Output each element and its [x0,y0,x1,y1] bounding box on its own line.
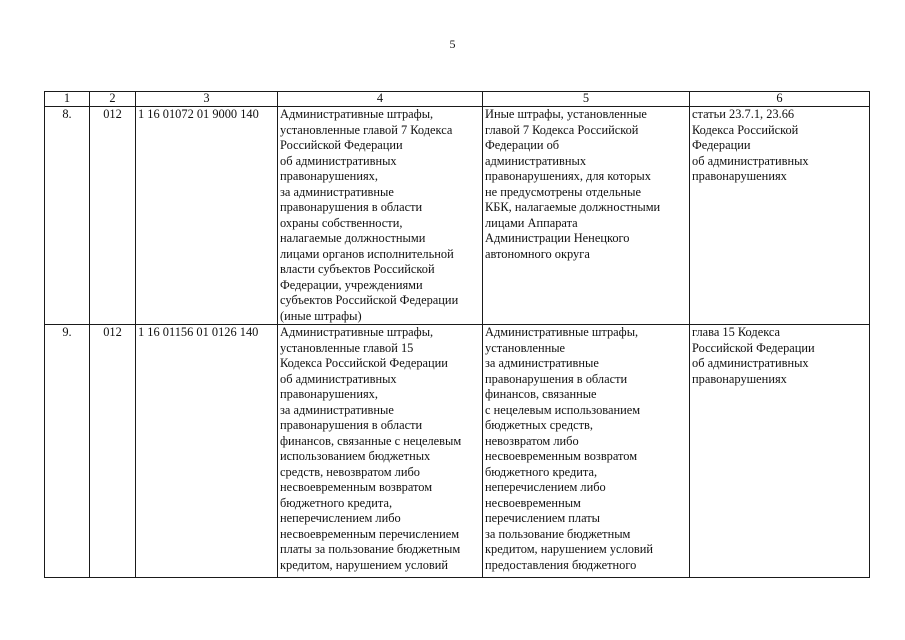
text-line: несвоевременным [485,495,581,510]
text-line: за административные [280,402,394,417]
text-line: платы за пользование бюджетным [280,542,461,556]
text-line: Административные штрафы, [280,325,434,339]
text-line: лицами Аппарата [485,215,578,230]
text-line: бюджетных средств, [485,418,593,432]
text-line: правонарушения в области [280,418,423,432]
text-line: за пользование бюджетным [485,526,631,541]
table-header-row [45,92,870,107]
text-line: бюджетного кредита, [280,495,393,510]
text-line: Федерации [692,138,751,152]
text-line: Административные штрафы, [280,107,434,121]
text-line: финансов, связанные [485,387,597,401]
text-line: Российской Федерации [692,340,815,355]
text-line: Администрации Ненецкого [485,231,630,245]
text-line: правонарушения в области [485,371,628,386]
text-line: власти субъектов Российской [280,262,435,276]
text-line: за административные [280,184,394,199]
text-line: несвоевременным возвратом [485,449,638,463]
column-header: 3 [136,92,278,107]
text-line: Российской Федерации [280,138,403,152]
text-line: правонарушениях [692,169,787,183]
text-line: кредитом, нарушением условий [280,557,449,572]
text-line: финансов, связанные с нецелевым [280,433,462,448]
text-line: установленные главой 15 [280,340,414,355]
text-line: правонарушениях, [280,169,378,183]
text-line: несвоевременным перечислением [280,526,460,541]
text-line: средств, невозвратом либо [280,464,420,479]
text-line: правонарушениях [692,371,787,386]
text-line: административных [485,153,587,168]
text-line: правонарушениях, для которых [485,169,651,183]
text-line: бюджетного кредита, [485,464,598,479]
column-header: 5 [483,92,690,107]
admin-code-cell: 012 [90,325,136,578]
text-line: перечислением платы [485,511,600,525]
text-line: КБК, налагаемые должностными [485,200,661,214]
text-line: с нецелевым использованием [485,402,641,417]
text-line: глава 15 Кодекса [692,325,781,339]
text-line: кредитом, нарушением условий [485,542,654,556]
row-number-cell: 8. [45,107,90,325]
legal-basis-cell [690,325,870,578]
text-line: об административных [692,356,809,370]
text-line: лицами органов исполнительной [280,246,454,261]
text-line: несвоевременным возвратом [280,480,433,494]
text-line: предоставления бюджетного [485,557,637,572]
description-cell [483,325,690,578]
text-line: об административных [280,371,397,386]
text-line: Федерации об [485,138,560,152]
admin-code-cell: 012 [90,107,136,325]
column-header: 1 [45,92,90,107]
kbk-table [44,91,870,578]
text-line: неперечислением либо [280,511,401,525]
text-line: Иные штрафы, установленные [485,107,647,121]
text-line: (иные штрафы) [280,308,362,323]
text-line: невозвратом либо [485,433,579,448]
row-number-cell: 9. [45,325,90,578]
kbk-name-cell [278,107,483,325]
column-header: 4 [278,92,483,107]
text-line: налагаемые должностными [280,231,426,245]
page-number: 5 [449,37,456,51]
text-line: об административных [280,153,397,168]
text-line: использованием бюджетных [280,449,431,463]
text-line: Административные штрафы, [485,325,639,339]
text-line: установленные [485,340,566,355]
text-line: неперечислением либо [485,480,606,494]
kbk-code-cell: 1 16 01072 01 9000 140 [136,107,278,325]
column-header: 2 [90,92,136,107]
text-line: установленные главой 7 Кодекса [280,122,453,137]
text-line: правонарушения в области [280,200,423,214]
text-line: автономного округа [485,246,590,261]
table-row [45,107,870,325]
text-line: охраны собственности, [280,215,403,230]
kbk-code-cell: 1 16 01156 01 0126 140 [136,325,278,578]
text-line: Кодекса Российской [692,122,799,137]
text-line: Кодекса Российской Федерации [280,356,448,370]
legal-basis-cell [690,107,870,325]
text-line: статьи 23.7.1, 23.66 [692,107,795,121]
text-line: за административные [485,356,599,370]
kbk-name-cell [278,325,483,578]
table-row [45,325,870,578]
text-line: субъектов Российской Федерации [280,293,459,307]
text-line: об административных [692,153,809,168]
description-cell [483,107,690,325]
text-line: правонарушениях, [280,387,378,401]
text-line: Федерации, учреждениями [280,277,423,292]
text-line: не предусмотрены отдельные [485,184,641,199]
column-header: 6 [690,92,870,107]
text-line: главой 7 Кодекса Российской [485,122,639,137]
